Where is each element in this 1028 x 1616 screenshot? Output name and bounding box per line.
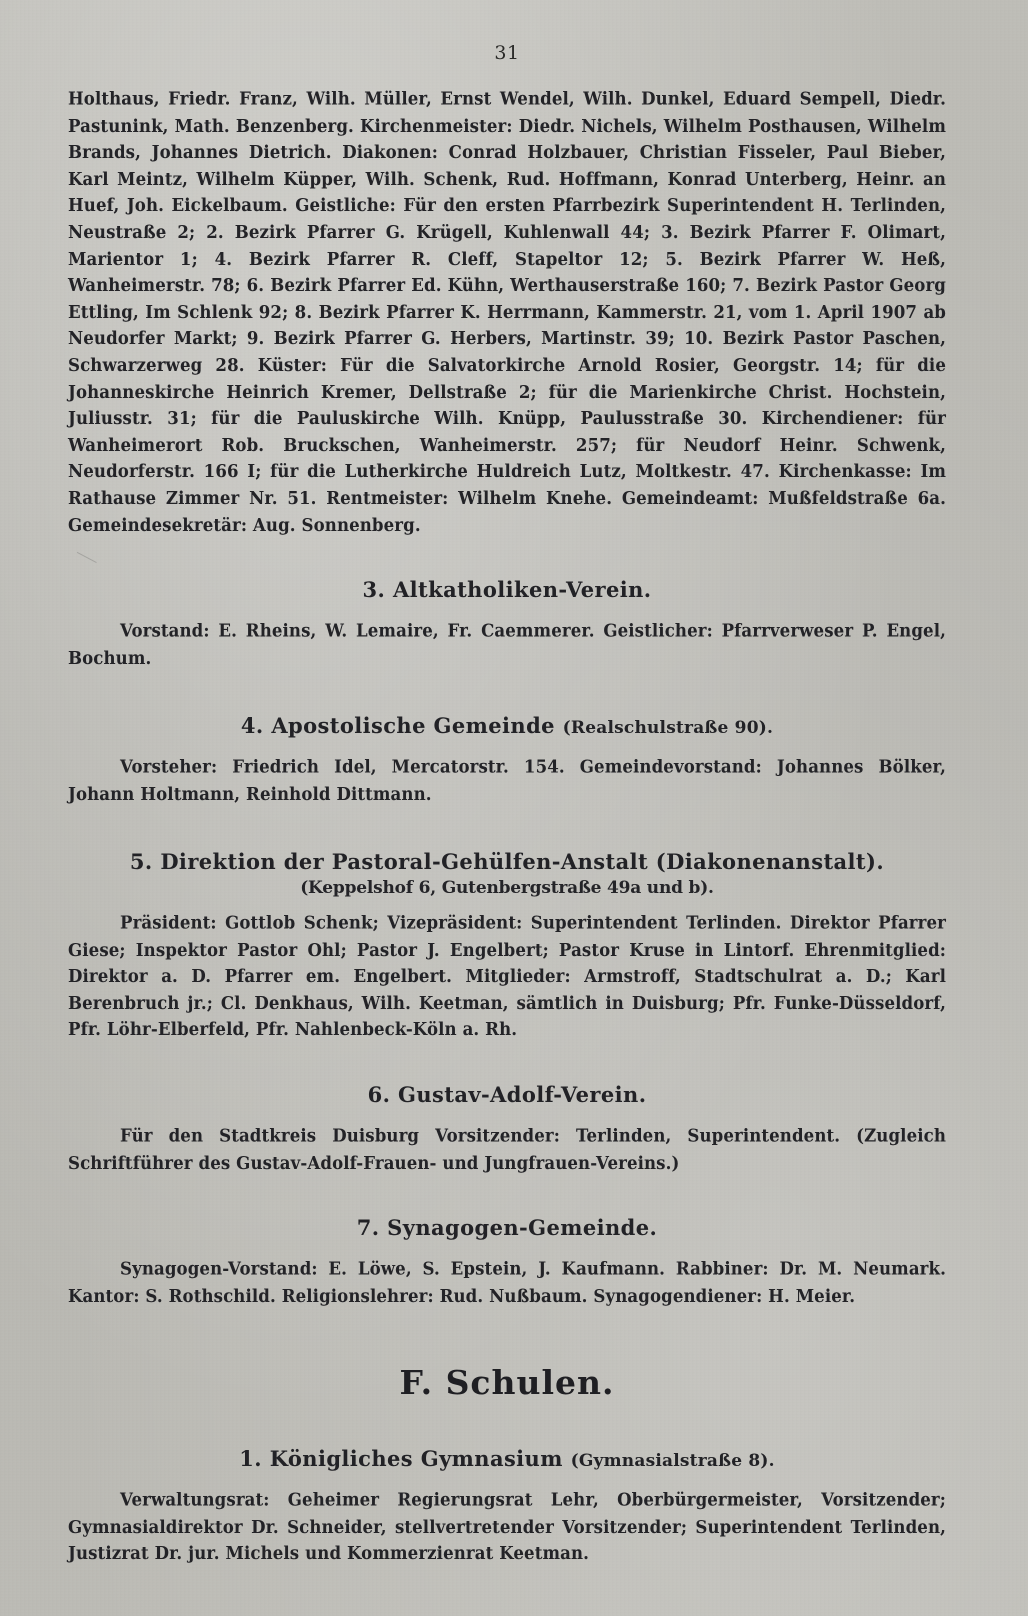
page-number: 31 — [494, 42, 520, 64]
section-heading-pastoral-gehuelfen-anstalt: 5. Direktion der Pastoral-Gehülfen-Anstalt (Diakonenanstalt). — [129, 849, 885, 875]
page-content — [68, 42, 946, 1564]
clergy-paragraph: Holthaus, Friedr. Franz, Wilh. Müller, Ernst Wendel, Wilh. Dunkel, Eduard Sempell, Diedr. Pastunink, Math. Benzenberg. Kirchenmeister: Diedr. Nichels, Wilhelm Posthausen, Wilhelm Brands, Johannes Dietrich. Diakonen: Conrad Holzbauer, Christian Fisseler, Paul Bieber, Karl Meintz, Wilhelm Küpper, Wilh. Schenk, Rud. Hoffmann, Konrad Unterberg, Heinr. an Huef, Joh. Eickelbaum. Geistliche: Für den ersten Pfarrbezirk Superintendent H. Terlinden, Neustraße 2; 2. Bezirk Pfarrer G. Krügell, Kuhlenwall 44; 3. Bezirk Pfarrer F. Olimart, Marientor 1; 4. Bezirk Pfarrer R. Cleff, Stapeltor 12; 5. Bezirk Pfarrer W. Heß, Wanheimerstr. 78; 6. Bezirk Pfarrer Ed. Kühn, Werthauserstraße 160; 7. Bezirk Pastor Georg Ettling, Im Schlenk 92; 8. Bezirk Pfarrer K. Herrmann, Kammerstr. 21, vom 1. April 1907 ab Neudorfer Markt; 9. Bezirk Pfarrer G. Herbers, Martinstr. 39; 10. Bezirk Pastor Paschen, Schwarzerweg 28. Küster: Für die Salvatorkirche Arnold Rosier, Georgstr. 14; für die Johanneskirche Heinrich Kremer, Dellstraße 2; für die Marienkirche Christ. Hochstein, Juliusstr. 31; für die Pauluskirche Wilh. Knüpp, Paulusstraße 30. Kirchendiener: für Wanheimerort Rob. Bruckschen, Wanheimerstr. 257; für Neudorf Heinr. Schwenk, Neudorferstr. 166 I; für die Lutherkirche Huldreich Lutz, Moltkestr. 47. Kirchenkasse: Im Rathause Zimmer Nr. 51. Rentmeister: Wilhelm Knehe. Gemeindeamt: Mußfeldstraße 6a. Gemeindesekretär: Aug. Sonnenberg. — [68, 88, 946, 535]
chapter-title-schulen: F. Schulen. — [399, 1362, 615, 1402]
section-heading-apostolische-gemeinde-main: 4. Apostolische Gemeinde — [240, 713, 555, 739]
section-heading-apostolische-gemeinde-address: (Realschulstraße 90). — [562, 718, 774, 739]
section-heading-altkatholiken-verein: 3. Altkatholiken-Verein. — [362, 577, 652, 603]
section-text-gustav-adolf-verein: Für den Stadtkreis Duisburg Vorsitzender: Terlinden, Superintendent. (Zugleich Schriftführer des Gustav-Adolf-Frauen- und Jungfrauen-Vereins.) — [68, 1125, 946, 1173]
section-heading-gustav-adolf-verein: 6. Gustav-Adolf-Verein. — [367, 1082, 647, 1108]
section-text-koenigliches-gymnasium: Verwaltungsrat: Geheimer Regierungsrat Lehr, Oberbürgermeister, Vorsitzender; Gymnasialdirektor Dr. Schneider, stellvertretender Vorsitzender; Superintendent Terlinden, Justizrat Dr. jur. Michels und Kommerzienrat Keetman. — [68, 1488, 946, 1563]
section-text-synagogen-gemeinde: Synagogen-Vorstand: E. Löwe, S. Epstein, J. Kaufmann. Rabbiner: Dr. M. Neumark. Kantor: S. Rothschild. Religionslehrer: Rud. Nußbaum. Synagogendiener: H. Meier. — [68, 1257, 946, 1306]
section-text-pastoral-gehuelfen-anstalt: Präsident: Gottlob Schenk; Vizepräsident: Superintendent Terlinden. Direktor Pfarrer Giese; Inspektor Pastor Ohl; Pastor J. Engelbert; Pastor Kruse in Lintorf. Ehrenmitglied: Direktor a. D. Pfarrer em. Engelbert. Mitglieder: Armstroff, Stadtschulrat a. D.; Karl Berenbruch jr.; Cl. Denkhaus, Wilh. Keetman, sämtlich in Duisburg; Pfr. Funke-Düsseldorf, Pfr. Löhr-Elberfeld, Pfr. Nahlenbeck-Köln a. Rh. — [68, 912, 946, 1040]
section-heading-synagogen-gemeinde: 7. Synagogen-Gemeinde. — [356, 1214, 658, 1240]
section-heading-apostolische-gemeinde — [68, 713, 946, 738]
section-heading-koenigliches-gymnasium-address: (Gymnasialstraße 8). — [570, 1450, 775, 1471]
section-heading-koenigliches-gymnasium-main: 1. Königliches Gymnasium — [239, 1445, 563, 1471]
section-text-apostolische-gemeinde: Vorsteher: Friedrich Idel, Mercatorstr. 154. Gemeindevorstand: Johannes Bölker, Johann Holtmann, Reinhold Dittmann. — [68, 756, 946, 804]
section-heading-koenigliches-gymnasium — [68, 1446, 946, 1471]
section-subtitle-pastoral-gehuelfen-anstalt: (Keppelshof 6, Gutenbergstraße 49a und b). — [300, 878, 714, 899]
section-text-altkatholiken-verein: Vorstand: E. Rheins, W. Lemaire, Fr. Caemmerer. Geistlicher: Pfarrverweser P. Engel, Bochum. — [68, 620, 946, 668]
